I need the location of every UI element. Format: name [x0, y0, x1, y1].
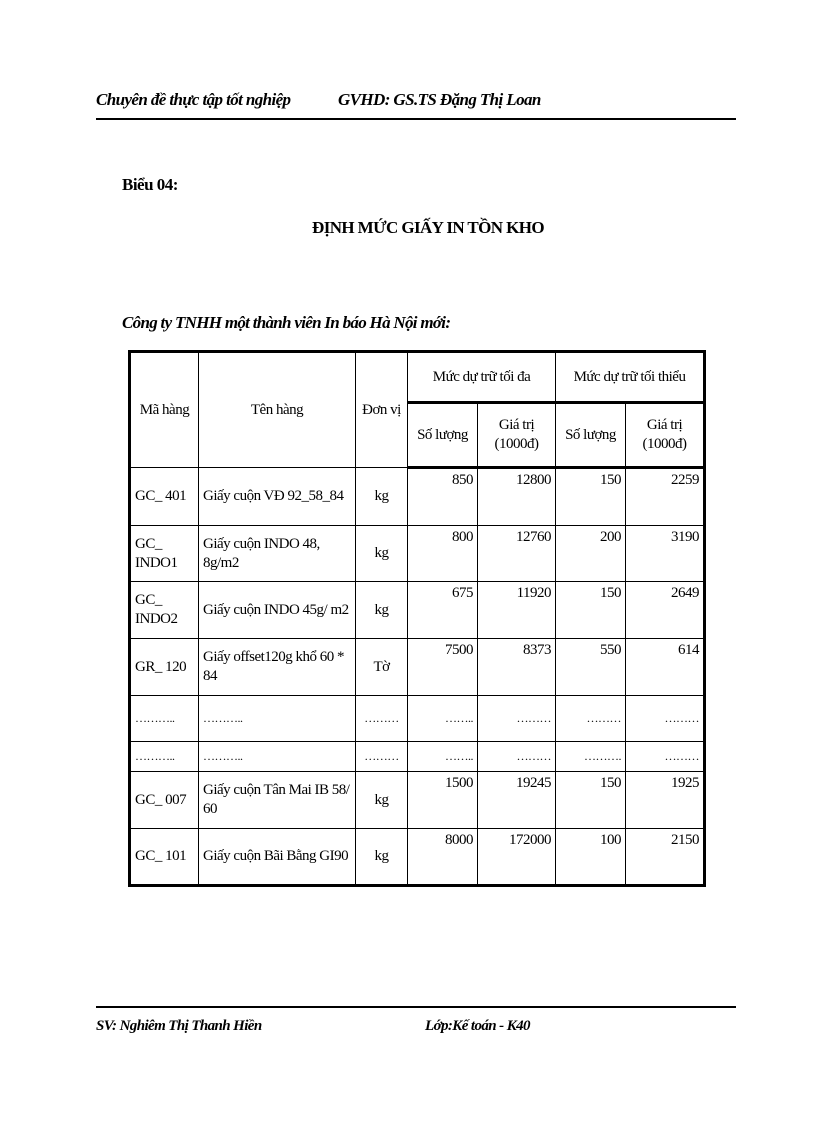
cell-name: Giấy cuộn Tân Mai IB 58/ 60 [199, 772, 356, 829]
header-supervisor: GVHD: GS.TS Đặng Thị Loan [338, 90, 541, 109]
table-row [130, 468, 705, 526]
col-header-min-qty: Số lượng [556, 403, 626, 468]
cell-name: Giấy cuộn INDO 45g/ m2 [199, 582, 356, 639]
cell-unit: ……… [356, 696, 408, 742]
cell-code: GR_ 120 [130, 639, 199, 696]
value-header-line1: Giá trị [646, 417, 683, 433]
cell-min-value: 2150 [626, 829, 705, 886]
cell-min-value: 1925 [626, 772, 705, 829]
cell-unit: kg [356, 526, 408, 582]
cell-unit: kg [356, 582, 408, 639]
cell-min-qty: ………. [556, 742, 626, 772]
cell-min-value: 3190 [626, 526, 705, 582]
cell-name: ……….. [199, 742, 356, 772]
cell-max-value: ……… [478, 696, 556, 742]
cell-min-qty: 550 [556, 639, 626, 696]
cell-unit: kg [356, 468, 408, 526]
figure-label: Biểu 04: [122, 175, 178, 194]
cell-max-value: 8373 [478, 639, 556, 696]
table-row [130, 829, 705, 886]
cell-max-value: 12800 [478, 468, 556, 526]
cell-name: Giấy offset120g khổ 60 * 84 [199, 639, 356, 696]
col-header-max-qty: Số lượng [408, 403, 478, 468]
col-header-unit: Đơn vị [356, 352, 408, 468]
table-row [130, 696, 705, 742]
cell-max-qty: 850 [408, 468, 478, 526]
table-row [130, 772, 705, 829]
col-header-min-reserve: Mức dự trữ tối thiểu [556, 352, 705, 403]
cell-code: GC_ INDO2 [130, 582, 199, 639]
cell-code: ……….. [130, 696, 199, 742]
table-row [130, 742, 705, 772]
cell-min-qty: 100 [556, 829, 626, 886]
cell-name: Giấy cuộn VĐ 92_58_84 [199, 468, 356, 526]
cell-code: ……….. [130, 742, 199, 772]
table-row [130, 639, 705, 696]
inventory-norm-table [128, 350, 706, 887]
footer-divider [96, 1006, 736, 1008]
cell-max-value: 12760 [478, 526, 556, 582]
col-header-code: Mã hàng [130, 352, 199, 468]
cell-max-qty: 800 [408, 526, 478, 582]
cell-max-qty: …….. [408, 696, 478, 742]
cell-max-value: 19245 [478, 772, 556, 829]
cell-code: GC_ INDO1 [130, 526, 199, 582]
cell-min-qty: ……… [556, 696, 626, 742]
cell-min-qty: 200 [556, 526, 626, 582]
cell-max-qty: …….. [408, 742, 478, 772]
header-course-title: Chuyên đề thực tập tốt nghiệp [96, 90, 291, 109]
col-header-min-value [626, 403, 705, 468]
cell-unit: Tờ [356, 639, 408, 696]
footer-student: SV: Nghiêm Thị Thanh Hiền [96, 1018, 262, 1034]
cell-min-value: ……… [626, 696, 705, 742]
cell-name: Giấy cuộn Bãi Bằng GI90 [199, 829, 356, 886]
col-header-max-reserve: Mức dự trữ tối đa [408, 352, 556, 403]
cell-code: GC_ 401 [130, 468, 199, 526]
cell-code: GC_ 007 [130, 772, 199, 829]
cell-unit: kg [356, 829, 408, 886]
cell-min-qty: 150 [556, 582, 626, 639]
cell-min-value: 614 [626, 639, 705, 696]
table-row [130, 582, 705, 639]
cell-max-value: ……… [478, 742, 556, 772]
table-row [130, 526, 705, 582]
cell-unit: ……… [356, 742, 408, 772]
cell-min-value: 2259 [626, 468, 705, 526]
cell-name: ……….. [199, 696, 356, 742]
col-header-max-value [478, 403, 556, 468]
col-header-name: Tên hàng [199, 352, 356, 468]
company-name: Công ty TNHH một thành viên In báo Hà Nội mới: [122, 313, 451, 332]
value-header-line1: Giá trị [498, 417, 535, 433]
cell-max-value: 172000 [478, 829, 556, 886]
cell-min-qty: 150 [556, 772, 626, 829]
cell-max-qty: 675 [408, 582, 478, 639]
page-title: ĐỊNH MỨC GIẤY IN TỒN KHO [312, 218, 544, 237]
cell-min-qty: 150 [556, 468, 626, 526]
cell-min-value: ……… [626, 742, 705, 772]
cell-max-qty: 8000 [408, 829, 478, 886]
cell-max-value: 11920 [478, 582, 556, 639]
cell-max-qty: 1500 [408, 772, 478, 829]
footer-class: Lớp:Kế toán - K40 [425, 1018, 530, 1034]
cell-max-qty: 7500 [408, 639, 478, 696]
value-header-line2: (1000đ) [494, 436, 539, 452]
cell-unit: kg [356, 772, 408, 829]
cell-min-value: 2649 [626, 582, 705, 639]
cell-code: GC_ 101 [130, 829, 199, 886]
value-header-line2: (1000đ) [642, 436, 687, 452]
header-divider [96, 118, 736, 120]
cell-name: Giấy cuộn INDO 48, 8g/m2 [199, 526, 356, 582]
